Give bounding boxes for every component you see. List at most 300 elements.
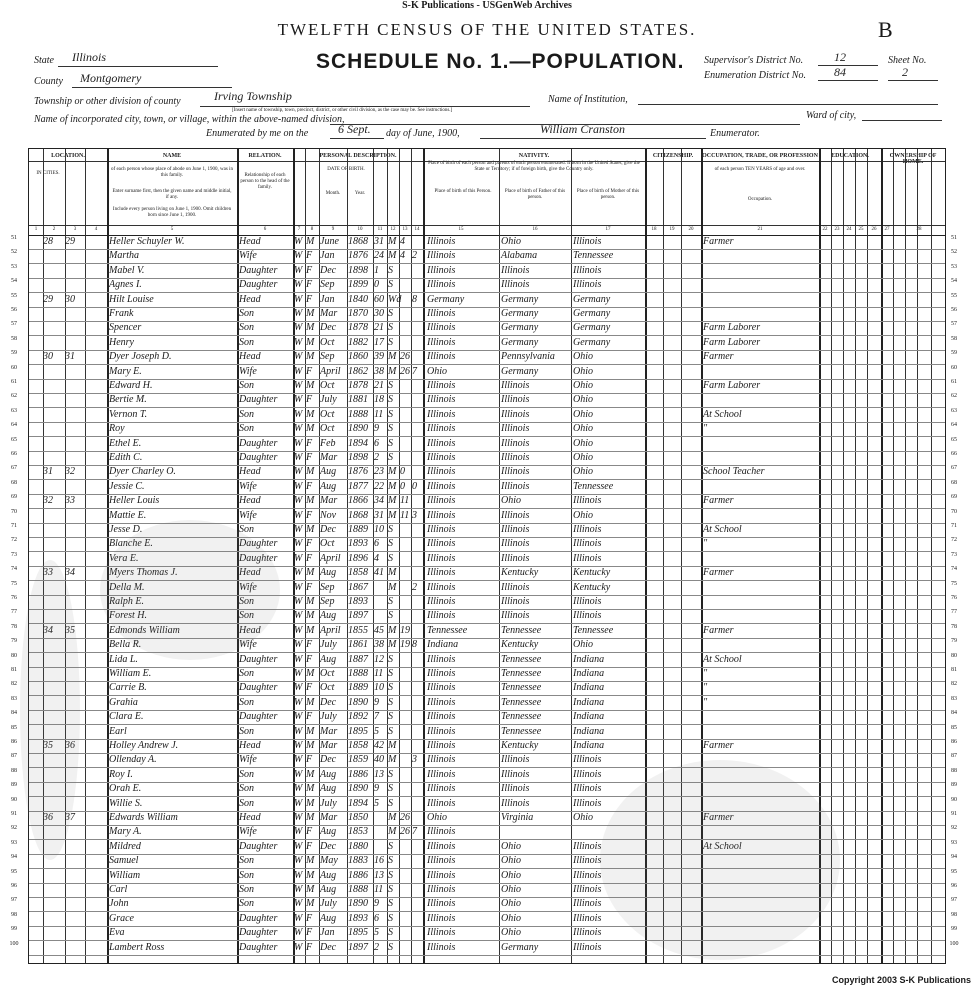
cell-mother: Tennessee: [573, 624, 614, 636]
cell-age: 5: [374, 725, 379, 737]
cell-age: 6: [374, 538, 379, 550]
cell-mar: M: [388, 639, 397, 651]
cell-rel: Daughter: [239, 711, 278, 723]
line-number-right: 95: [951, 868, 957, 875]
cell-rel: Son: [239, 308, 254, 319]
cell-father: Tennessee: [501, 682, 542, 694]
cell-color: W: [294, 696, 303, 708]
cell-rel: Daughter: [239, 927, 278, 939]
column-number: 1: [34, 227, 38, 232]
cell-mar: M: [388, 754, 397, 766]
cell-rel: Son: [239, 668, 254, 679]
cell-sex: M: [306, 768, 315, 780]
line-number-right: 97: [951, 897, 957, 904]
cell-year: 1877: [348, 480, 368, 492]
cell-mother: Ohio: [573, 812, 593, 823]
cell-month: April: [320, 624, 341, 636]
occupation-desc: of each person TEN YEARS of age and over.: [714, 167, 806, 172]
cell-month: Oct: [320, 423, 335, 435]
cell-birth: Illinois: [427, 336, 456, 348]
column-header-block: [29, 149, 945, 236]
cell-color: W: [294, 264, 303, 276]
cell-father: Tennessee: [501, 668, 542, 679]
cell-mother: Indiana: [573, 740, 605, 751]
table-row: [11, 451, 957, 466]
cell-birth: Illinois: [427, 322, 456, 334]
cell-mar: M: [388, 480, 397, 492]
cell-birth: Illinois: [427, 898, 456, 910]
cell-name: Lambert Ross: [109, 941, 165, 953]
cell-father: Illinois: [501, 466, 530, 478]
cell-birth: Illinois: [427, 380, 456, 391]
cell-birth: Illinois: [427, 610, 456, 622]
cell-father: Ohio: [501, 236, 521, 247]
column-number: 5: [170, 227, 174, 232]
location-header: LOCATION.: [51, 153, 85, 159]
cell-color: W: [294, 293, 303, 305]
cell-name: Edward H.: [109, 380, 153, 391]
cell-birth: Illinois: [427, 279, 456, 291]
cell-father: Tennessee: [501, 711, 542, 723]
cell-rel: Son: [239, 869, 254, 881]
line-number: 83: [11, 695, 17, 702]
table-row: [11, 263, 957, 279]
cell-mar: S: [388, 322, 393, 334]
cell-occ: ": [703, 668, 708, 679]
line-number: 76: [11, 595, 17, 601]
cell-mother: Illinois: [573, 264, 602, 276]
cell-mar: M: [388, 624, 397, 636]
cell-month: Aug: [320, 783, 337, 795]
line-number-right: 63: [951, 407, 957, 414]
cell-mar: S: [388, 437, 393, 449]
line-number-right: 68: [951, 479, 957, 486]
line-number-right: 85: [951, 724, 957, 731]
county-value: Montgomery: [80, 71, 142, 85]
cell-year: 1890: [348, 423, 368, 435]
cell-year: 1870: [348, 308, 368, 319]
cell-color: W: [294, 480, 303, 492]
table-row: [11, 695, 957, 711]
cell-mother: Germany: [573, 322, 611, 334]
cell-month: Aug: [320, 869, 337, 881]
cell-color: W: [294, 840, 303, 852]
cell-mar: S: [388, 898, 393, 910]
cell-sex: M: [306, 696, 315, 708]
cell-father: Illinois: [501, 394, 530, 406]
cell-year: 1855: [348, 624, 368, 636]
cell-father: Pennsylvania: [501, 351, 555, 363]
cell-sex: M: [306, 797, 315, 809]
line-number-right: 59: [951, 350, 957, 357]
cell-age: 9: [374, 696, 379, 708]
cell-mar: S: [388, 696, 393, 708]
cell-mother: Illinois: [573, 279, 602, 291]
cell-name: Jessie C.: [109, 480, 145, 492]
cell-name: Roy: [109, 423, 125, 435]
cell-birth: Illinois: [427, 768, 456, 780]
cell-mother: Illinois: [573, 754, 602, 766]
cell-mar: S: [388, 264, 393, 276]
cell-sex: M: [306, 740, 315, 751]
cell-mother: Illinois: [573, 941, 602, 953]
cell-name: Mattie E.: [109, 509, 147, 521]
cell-father: Kentucky: [501, 567, 539, 579]
cell-name: Eva: [109, 927, 125, 939]
cell-mar: S: [388, 768, 393, 780]
cell-mar: M: [388, 567, 397, 579]
cell-birth: Ohio: [427, 812, 447, 823]
cell-color: W: [294, 768, 303, 780]
cell-birth: Illinois: [427, 725, 456, 737]
cell-month: Dec: [320, 754, 337, 766]
cell-father: Illinois: [501, 610, 530, 622]
cell-year: 1868: [348, 509, 368, 521]
table-row: [11, 321, 957, 336]
line-number-right: 66: [951, 451, 957, 457]
cell-father: Germany: [501, 941, 539, 953]
cell-color: W: [294, 610, 303, 622]
cell-rel: Son: [239, 696, 254, 708]
cell-color: W: [294, 336, 303, 348]
cell-year: 1876: [348, 250, 368, 262]
cell-mother: Ohio: [573, 466, 593, 478]
column-number: 9: [331, 227, 335, 232]
table-row: [11, 436, 957, 452]
cell-rel: Son: [239, 898, 254, 910]
cell-moth: 2: [412, 581, 417, 593]
archive-banner: S-K Publications - USGenWeb Archives: [402, 0, 572, 11]
cell-name: Carl: [109, 884, 128, 895]
cell-moth: 7: [412, 826, 417, 838]
cell-month: Feb: [320, 437, 336, 449]
column-number: 26: [871, 227, 877, 232]
cell-month: Oct: [320, 408, 335, 420]
cell-mother: Illinois: [573, 524, 602, 535]
line-number: 77: [11, 609, 17, 616]
cell-dwell: 30: [43, 351, 53, 363]
cell-month: Nov: [320, 509, 337, 521]
city-label: Name of incorporated city, town, or village, within the above-named division,: [34, 114, 345, 125]
table-row: [11, 393, 957, 408]
cell-rel: Wife: [239, 365, 257, 377]
cell-color: W: [294, 365, 303, 377]
cell-father: Tennessee: [501, 653, 542, 665]
cell-name: Heller Schuyler W.: [109, 236, 185, 247]
cell-name: Edwards William: [109, 812, 178, 823]
cell-mar: S: [388, 524, 393, 535]
cell-rel: Son: [239, 408, 254, 420]
cell-sex: M: [306, 567, 315, 579]
cell-sex: F: [306, 639, 313, 651]
cell-mar: M: [388, 740, 397, 751]
cell-moth: 8: [412, 293, 417, 305]
state-value: Illinois: [72, 50, 107, 64]
cell-mar: S: [388, 380, 393, 391]
cell-color: W: [294, 509, 303, 521]
cell-rel: Son: [239, 596, 254, 607]
cell-rel: Head: [239, 495, 261, 507]
cell-father: Illinois: [501, 408, 530, 420]
cell-birth: Illinois: [427, 668, 456, 679]
cell-color: W: [294, 639, 303, 651]
cell-occ: Farm Laborer: [703, 380, 761, 391]
column-number: 16: [532, 227, 538, 232]
schedule-title: SCHEDULE No. 1.—POPULATION.: [316, 50, 685, 73]
cell-name: Blanche E.: [109, 538, 153, 550]
cell-name: Forest H.: [109, 610, 147, 622]
cell-rel: Head: [239, 351, 261, 363]
cell-mar: S: [388, 308, 393, 319]
supervisor-label: Supervisor's District No.: [704, 55, 804, 66]
supervisor-value: 12: [834, 50, 846, 64]
cell-mother: Indiana: [573, 711, 605, 723]
line-number: 66: [11, 451, 17, 457]
cell-sex: M: [306, 351, 315, 363]
name-desc: of each person whose place of abode on June 1, 1900, was in this family.: [111, 167, 233, 178]
cell-occ: ": [703, 423, 708, 435]
column-number: 3: [73, 227, 77, 232]
cell-yrs: 11: [400, 495, 410, 507]
line-number: 79: [11, 638, 17, 645]
cell-year: 1893: [348, 596, 368, 607]
line-number-right: 72: [951, 537, 957, 544]
enum-district-value: 84: [834, 65, 846, 79]
cell-mar: S: [388, 668, 393, 679]
cell-occ: ": [703, 538, 708, 550]
cell-mar: S: [388, 840, 393, 852]
cell-sex: M: [306, 466, 315, 478]
cell-mother: Ohio: [573, 452, 593, 463]
cell-father: Illinois: [501, 480, 530, 492]
cell-color: W: [294, 711, 303, 723]
cell-year: 1878: [348, 322, 368, 334]
cell-dwell: 32: [43, 495, 53, 507]
cell-mar: M: [388, 250, 397, 262]
line-number-right: 96: [951, 883, 957, 889]
cell-month: May: [320, 855, 338, 867]
line-number-right: 80: [951, 652, 957, 659]
census-title: TWELFTH CENSUS OF THE UNITED STATES.: [277, 20, 697, 39]
column-number: 23: [834, 227, 840, 232]
cell-father: Illinois: [501, 524, 530, 535]
cell-year: 1887: [348, 653, 368, 665]
cell-mar: M: [388, 509, 397, 521]
column-number: 27: [884, 227, 890, 232]
cell-rel: Head: [239, 567, 261, 579]
relation-header: RELATION.: [248, 153, 282, 159]
cell-birth: Illinois: [427, 783, 456, 795]
cell-age: 42: [374, 740, 384, 751]
cell-father: Illinois: [501, 596, 530, 607]
cell-fam: 32: [65, 466, 75, 478]
cell-mar: S: [388, 653, 393, 665]
cell-sex: F: [306, 711, 313, 723]
cell-occ: Farmer: [703, 567, 734, 579]
cell-yrs: 26: [400, 351, 410, 363]
cell-sex: F: [306, 754, 313, 766]
line-number-right: 61: [951, 379, 957, 385]
cell-yrs: 26: [400, 365, 410, 377]
column-number: 11: [377, 227, 383, 232]
cell-birth: Illinois: [427, 394, 456, 406]
cell-rel: Daughter: [239, 452, 278, 463]
cell-name: John: [109, 898, 129, 910]
relation-desc: Relationship of each person to the head of the family.: [240, 173, 290, 190]
cell-color: W: [294, 236, 303, 247]
line-number: 86: [11, 739, 17, 745]
cell-mother: Illinois: [573, 552, 602, 564]
cell-age: 9: [374, 783, 379, 795]
cell-age: 40: [374, 754, 384, 766]
cell-age: 17: [374, 336, 384, 348]
cell-mar: S: [388, 336, 393, 348]
cell-birth: Illinois: [427, 552, 456, 564]
cell-name: Lida L.: [109, 653, 138, 665]
cell-year: 1889: [348, 682, 368, 694]
cell-rel: Son: [239, 783, 254, 795]
column-number: 2: [52, 227, 56, 232]
cell-month: Jan: [320, 927, 335, 939]
cell-birth: Illinois: [427, 308, 456, 319]
cell-mother: Illinois: [573, 855, 602, 867]
cell-month: Sep: [320, 351, 335, 363]
cell-color: W: [294, 351, 303, 363]
cell-birth: Illinois: [427, 250, 456, 262]
cell-sex: M: [306, 898, 315, 910]
cell-age: 45: [374, 624, 384, 636]
cell-father: Illinois: [501, 437, 530, 449]
cell-mother: Illinois: [573, 768, 602, 780]
cell-occ: At School: [703, 524, 742, 535]
cell-sex: M: [306, 668, 315, 679]
line-number-right: 83: [951, 695, 957, 702]
cell-sex: F: [306, 581, 313, 593]
cell-rel: Son: [239, 423, 254, 435]
cell-birth: Illinois: [427, 927, 456, 939]
cell-mother: Illinois: [573, 596, 602, 607]
cell-mother: Illinois: [573, 783, 602, 795]
cell-birth: Illinois: [427, 524, 456, 535]
cell-month: Aug: [320, 826, 337, 838]
line-number: 67: [11, 465, 17, 472]
cell-rel: Wife: [239, 250, 257, 262]
cell-name: Ethel E.: [109, 437, 142, 449]
cell-mother: Tennessee: [573, 250, 614, 262]
cell-sex: F: [306, 552, 313, 564]
cell-year: 1897: [348, 610, 368, 622]
cell-year: 1868: [348, 236, 368, 247]
cell-rel: Son: [239, 855, 254, 867]
cell-occ: Farmer: [703, 351, 734, 363]
cell-sex: M: [306, 524, 315, 535]
cell-yrs: 19: [400, 624, 410, 636]
cell-month: Aug: [320, 768, 337, 780]
line-number-right: 75: [951, 580, 957, 587]
cell-year: 1899: [348, 279, 368, 291]
cell-rel: Wife: [239, 480, 257, 492]
cell-birth: Illinois: [427, 264, 456, 276]
cell-year: 1893: [348, 912, 368, 924]
cell-color: W: [294, 524, 303, 535]
column-number: 22: [822, 227, 828, 232]
cell-month: Sep: [320, 581, 335, 593]
cell-sex: F: [306, 452, 313, 463]
cell-month: Aug: [320, 567, 337, 579]
column-number: 6: [263, 227, 267, 232]
line-number-right: 69: [951, 494, 957, 501]
line-number-right: 58: [951, 335, 957, 342]
cell-mother: Illinois: [573, 495, 602, 507]
cell-name: Edmonds William: [109, 624, 180, 636]
cell-birth: Illinois: [427, 423, 456, 435]
table-row: [11, 724, 957, 740]
column-number: 4: [94, 227, 98, 232]
table-row: [11, 249, 957, 264]
cell-father: Tennessee: [501, 725, 542, 737]
cell-occ: At School: [703, 408, 742, 420]
cell-month: Oct: [320, 380, 335, 391]
cell-year: 1883: [348, 855, 368, 867]
cell-mother: Ohio: [573, 423, 593, 435]
cell-year: 1882: [348, 336, 368, 348]
cell-color: W: [294, 898, 303, 910]
cell-color: W: [294, 927, 303, 939]
cell-month: July: [320, 797, 337, 809]
cell-birth: Illinois: [427, 596, 456, 607]
column-number: 14: [414, 227, 420, 232]
cell-birth: Illinois: [427, 840, 456, 852]
cell-father: Illinois: [501, 783, 530, 795]
cell-mar: M: [388, 351, 397, 363]
cell-mar: S: [388, 941, 393, 953]
cell-occ: At School: [703, 653, 742, 665]
cell-mar: S: [388, 927, 393, 939]
cell-sex: F: [306, 264, 313, 276]
line-number: 81: [11, 667, 17, 673]
cell-birth: Illinois: [427, 869, 456, 881]
cell-name: William: [109, 869, 141, 881]
cell-rel: Son: [239, 725, 254, 737]
cell-year: 1898: [348, 452, 368, 463]
cell-yrs: 4: [400, 236, 405, 247]
cell-sex: M: [306, 308, 315, 319]
cell-mar: S: [388, 552, 393, 564]
table-row: [11, 479, 957, 495]
cell-sex: F: [306, 509, 313, 521]
cell-father: Germany: [501, 322, 539, 334]
enumerator-label: Enumerator.: [710, 128, 760, 139]
cell-month: Oct: [320, 336, 335, 348]
table-row: [11, 753, 957, 768]
cell-mar: S: [388, 725, 393, 737]
cell-month: Aug: [320, 466, 337, 478]
line-number-right: 79: [951, 638, 957, 645]
cell-birth: Illinois: [427, 740, 456, 751]
column-number: 19: [669, 227, 675, 232]
line-number: 63: [11, 407, 17, 414]
cell-age: 11: [374, 884, 384, 895]
cell-mother: Ohio: [573, 351, 593, 363]
cell-year: 1867: [348, 581, 368, 593]
table-row: [11, 407, 957, 423]
cell-father: Ohio: [501, 912, 521, 924]
cell-mother: Illinois: [573, 912, 602, 924]
line-number: 99: [11, 926, 17, 933]
institution-label: Name of Institution,: [548, 94, 628, 105]
cell-rel: Head: [239, 293, 261, 305]
cell-name: Mabel V.: [109, 264, 145, 276]
